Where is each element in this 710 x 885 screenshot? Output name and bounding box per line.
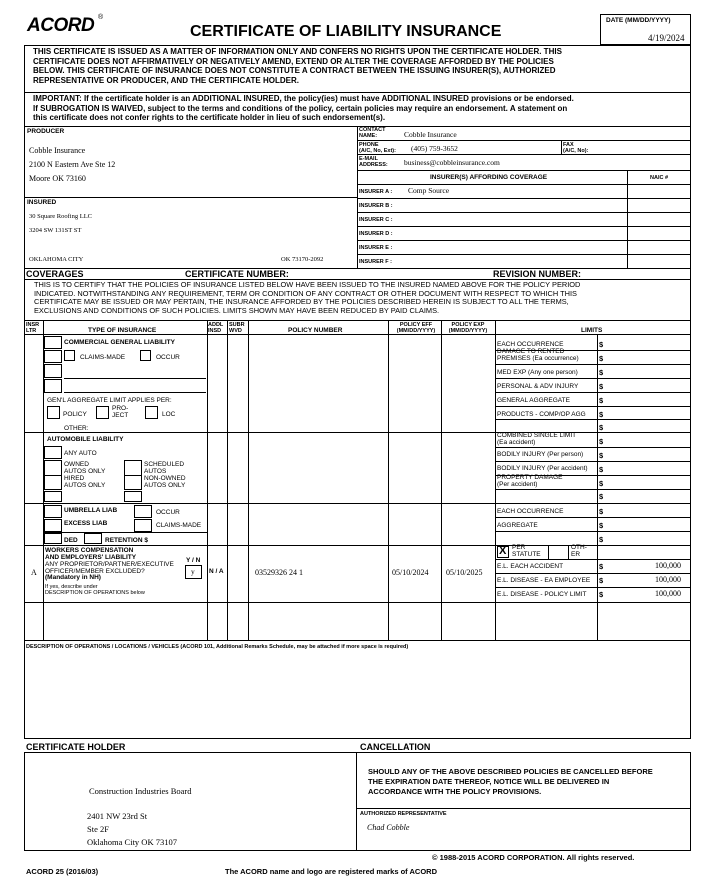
gl-limit-damage-rented: DAMAGE TO RENTED PREMISES (Ea occurrence): [497, 348, 579, 362]
fax-label: FAX (A/C, No):: [563, 142, 589, 154]
wc-check-mark: X: [499, 545, 507, 557]
dollar-sign: $: [599, 423, 604, 432]
gl-occur-label: OCCUR: [156, 354, 180, 361]
wc-limit-disease-policy: E.L. DISEASE - POLICY LIMIT: [497, 591, 587, 598]
auto-hired: HIRED AUTOS ONLY: [64, 475, 106, 489]
gl-claims-made-checkbox[interactable]: [64, 350, 75, 361]
wc-yn-value: y: [191, 567, 195, 576]
insured-city: OKLAHOMA CITY: [29, 256, 84, 263]
dollar-sign: $: [599, 410, 604, 419]
holder-address: 2401 NW 23rd St Ste 2F Oklahoma City OK 73107: [87, 811, 177, 847]
holder-name: Construction Industries Board: [89, 786, 192, 796]
auto-limit-bi-person: BODILY INJURY (Per person): [497, 451, 584, 458]
insured-label: INSURED: [27, 199, 57, 206]
auto-limit-bi-accident: BODILY INJURY (Per accident): [497, 465, 588, 472]
wc-policy-number: 03529326 24 1: [255, 568, 303, 577]
revision-number-label: REVISION NUMBER:: [493, 269, 582, 279]
insurer-f-label: INSURER F :: [359, 259, 392, 265]
umbrella-limit-each-occurrence: EACH OCCURRENCE: [497, 508, 564, 515]
gl-aggregate-label: GEN'L AGGREGATE LIMIT APPLIES PER:: [47, 397, 172, 404]
gl-loc-checkbox[interactable]: [145, 406, 158, 419]
gl-project-label: PRO- JECT: [112, 405, 129, 419]
col-type: TYPE OF INSURANCE: [88, 327, 157, 334]
gl-limit-general-aggregate: GENERAL AGGREGATE: [497, 397, 570, 404]
form-title: CERTIFICATE OF LIABILITY INSURANCE: [190, 23, 502, 40]
gl-title: COMMERCIAL GENERAL LIABILITY: [64, 339, 175, 346]
date-label: DATE (MM/DD/YYYY): [606, 17, 671, 24]
dollar-sign: $: [599, 382, 604, 391]
contact-name: Cobble Insurance: [404, 130, 457, 139]
auto-non-owned: NON-OWNED AUTOS ONLY: [144, 475, 186, 489]
wc-policy-exp: 05/10/2025: [446, 568, 483, 577]
umbrella-ded: DED: [64, 537, 78, 544]
col-addl: ADDL INSD: [208, 322, 224, 334]
gl-occur-checkbox[interactable]: [140, 350, 151, 361]
auto-limit-pd: PROPERTY DAMAGE (Per accident): [497, 474, 563, 488]
wc-limit-disease-policy-value: 100,000: [655, 589, 681, 598]
wc-describe: If yes, describe under DESCRIPTION OF OPERATIONS below: [45, 584, 145, 596]
insurer-b-label: INSURER B :: [359, 203, 393, 209]
trademark-notice: The ACORD name and logo are registered marks of ACORD: [225, 867, 437, 876]
dollar-sign: $: [599, 340, 604, 349]
producer-label: PRODUCER: [27, 128, 65, 135]
dollar-sign: $: [599, 479, 604, 488]
gl-policy-checkbox[interactable]: [47, 406, 60, 419]
wc-proprietor-question: ANY PROPRIETOR/PARTNER/EXECUTIVE OFFICER/MEMBER EXCLUDED? (Mandatory in NH): [45, 561, 174, 581]
wc-limit-disease-employee-value: 100,000: [655, 575, 681, 584]
wc-limit-each-accident-value: 100,000: [655, 561, 681, 570]
dollar-sign: $: [599, 562, 604, 571]
producer-address: Cobble Insurance 2100 N Eastern Ave Ste 12 Moore OK 73160: [29, 146, 116, 183]
auto-scheduled: SCHEDULED AUTOS: [144, 461, 185, 475]
contact-name-label: CONTACT NAME:: [359, 127, 386, 139]
description-label: DESCRIPTION OF OPERATIONS / LOCATIONS / VEHICLES (ACORD 101, Additional Remarks Schedule, may be attached if more space is required): [26, 644, 409, 650]
important-notice: IMPORTANT: If the certificate holder is an ADDITIONAL INSURED, the policy(ies) must have ADDITIONAL INSURED provisions or be endorsed. If SUBROGATION IS WAIVED, subject to the terms and conditions of the policy, certain policies may require an endorsement. A statement on this certificate does not confer rights to the certificate holder in lieu of such endorsement(s).: [33, 94, 574, 122]
col-limits: LIMITS: [581, 327, 603, 334]
phone-label: PHONE (A/C, No, Ext):: [359, 142, 396, 154]
insurer-a-name: Comp Source: [408, 186, 450, 195]
wc-title: WORKERS COMPENSATION AND EMPLOYERS' LIABILITY: [45, 547, 137, 561]
wc-addl-na: N / A: [209, 568, 224, 575]
gl-project-checkbox[interactable]: [96, 406, 109, 419]
certificate-number-label: CERTIFICATE NUMBER:: [185, 269, 289, 279]
gl-claims-made-label: CLAIMS-MADE: [80, 354, 126, 361]
dollar-sign: $: [599, 396, 604, 405]
wc-policy-eff: 05/10/2024: [392, 568, 429, 577]
col-policy-eff: POLICY EFF (MM/DD/YYYY): [396, 322, 436, 334]
excess-liab: EXCESS LIAB: [64, 520, 108, 527]
umbrella-liab: UMBRELLA LIAB: [64, 507, 118, 514]
gl-limit-med-exp: MED EXP (Any one person): [497, 369, 578, 376]
email-value: business@cobbleinsurance.com: [404, 158, 500, 167]
wc-limit-disease-employee: E.L. DISEASE - EA EMPLOYEE: [497, 577, 591, 584]
acord-logo: ACORD: [27, 15, 95, 36]
coverages-text: THIS IS TO CERTIFY THAT THE POLICIES OF INSURANCE LISTED BELOW HAVE BEEN ISSUED TO THE INSURED NAMED ABOVE FOR THE POLICY PERIOD INDICATED. NOTWITHSTANDING ANY REQUIREMENT, TERM OR CONDITION OF ANY CONTRACT OR OTHER DOCUMENT WITH RESPECT TO WHICH THIS CERTIFICATE MAY BE ISSUED OR MAY PERTAIN, THE INSURANCE AFFORDED BY THE POLICIES DESCRIBED HEREIN IS SUBJECT TO ALL THE TERMS, EXCLUSIONS AND CONDITIONS OF SUCH POLICIES. LIMITS SHOWN MAY HAVE BEEN REDUCED BY PAID CLAIMS.: [34, 280, 581, 315]
wc-yn-label: Y / N: [186, 557, 201, 564]
auto-owned: OWNED AUTOS ONLY: [64, 461, 106, 475]
gl-policy-label: POLICY: [63, 411, 87, 418]
insured-name: 30 Square Roofing LLC: [29, 213, 93, 220]
dollar-sign: $: [599, 451, 604, 460]
dollar-sign: $: [599, 354, 604, 363]
auto-limit-csl: COMBINED SINGLE LIMIT (Ea accident): [497, 432, 577, 446]
col-policy-number: POLICY NUMBER: [288, 327, 343, 334]
certificate-holder-label: CERTIFICATE HOLDER: [26, 742, 126, 752]
signature: Chad Cobble: [367, 823, 410, 832]
insurer-e-label: INSURER E :: [359, 245, 393, 251]
coverages-label: COVERAGES: [26, 269, 84, 279]
insurer-d-label: INSURER D :: [359, 231, 393, 237]
umbrella-retention: RETENTION $: [105, 537, 148, 544]
wc-insr-ltr: A: [31, 568, 37, 577]
insured-address: 3204 SW 131ST ST: [29, 227, 82, 234]
registered-mark-icon: ®: [98, 14, 104, 21]
gl-limit-products: PRODUCTS - COMP/OP AGG: [497, 411, 586, 418]
col-insr-ltr: INSR LTR: [26, 322, 40, 334]
umbrella-occur: OCCUR: [156, 509, 180, 516]
wc-limit-each-accident: E.L. EACH ACCIDENT: [497, 563, 564, 570]
dollar-sign: $: [599, 492, 604, 501]
gl-other-label: OTHER:: [64, 425, 89, 432]
dollar-sign: $: [599, 507, 604, 516]
col-policy-exp: POLICY EXP (MM/DD/YYYY): [448, 322, 488, 334]
gl-limit-personal-adv: PERSONAL & ADV INJURY: [497, 383, 579, 390]
cancellation-text: SHOULD ANY OF THE ABOVE DESCRIBED POLICIES BE CANCELLED BEFORE THE EXPIRATION DATE THEREOF, NOTICE WILL BE DELIVERED IN ACCORDANCE WITH THE POLICY PROVISIONS.: [368, 767, 653, 796]
naic-label: NAIC #: [650, 175, 669, 181]
gl-loc-label: LOC: [162, 411, 176, 418]
insurer-c-label: INSURER C :: [359, 217, 393, 223]
date-value: 4/19/2024: [648, 33, 685, 43]
cancellation-label: CANCELLATION: [360, 742, 431, 752]
wc-per-statute: PER STATUTE: [512, 544, 541, 558]
umbrella-claims-made: CLAIMS-MADE: [156, 522, 202, 529]
col-subr: SUBR WVD: [229, 322, 245, 334]
dollar-sign: $: [599, 465, 604, 474]
insurer-a-label: INSURER A :: [359, 189, 393, 195]
auto-title: AUTOMOBILE LIABILITY: [47, 436, 124, 443]
dollar-sign: $: [599, 437, 604, 446]
dollar-sign: $: [599, 590, 604, 599]
wc-oth-er: OTH- ER: [571, 544, 587, 558]
dollar-sign: $: [599, 368, 604, 377]
authorized-rep-label: AUTHORIZED REPRESENTATIVE: [360, 811, 447, 817]
copyright: © 1988-2015 ACORD CORPORATION. All rights reserved.: [432, 853, 635, 862]
gl-limit-each-occurrence: EACH OCCURRENCE: [497, 341, 564, 348]
phone-value: (405) 759-3652: [411, 144, 458, 153]
dollar-sign: $: [599, 535, 604, 544]
auto-any-auto: ANY AUTO: [64, 450, 97, 457]
umbrella-limit-aggregate: AGGREGATE: [497, 522, 538, 529]
insurers-header: INSURER(S) AFFORDING COVERAGE: [430, 174, 548, 181]
email-label: E-MAIL ADDRESS:: [359, 156, 388, 168]
insured-state-zip: OK 73170-2092: [281, 256, 324, 263]
dollar-sign: $: [599, 576, 604, 585]
disclaimer: THIS CERTIFICATE IS ISSUED AS A MATTER OF INFORMATION ONLY AND CONFERS NO RIGHTS UPON THE CERTIFICATE HOLDER. THIS CERTIFICATE DOES NOT AFFIRMATIVELY OR NEGATIVELY AMEND, EXTEND OR ALTER THE COVERAGE AFFORDED BY THE POLICIES BELOW. THIS CERTIFICATE OF INSURANCE DOES NOT CONSTITUTE A CONTRACT BETWEEN THE ISSUING INSURER(S), AUTHORIZED REPRESENTATIVE OR PRODUCER, AND THE CERTIFICATE HOLDER.: [33, 47, 562, 85]
form-number: ACORD 25 (2016/03): [26, 867, 99, 876]
dollar-sign: $: [599, 521, 604, 530]
